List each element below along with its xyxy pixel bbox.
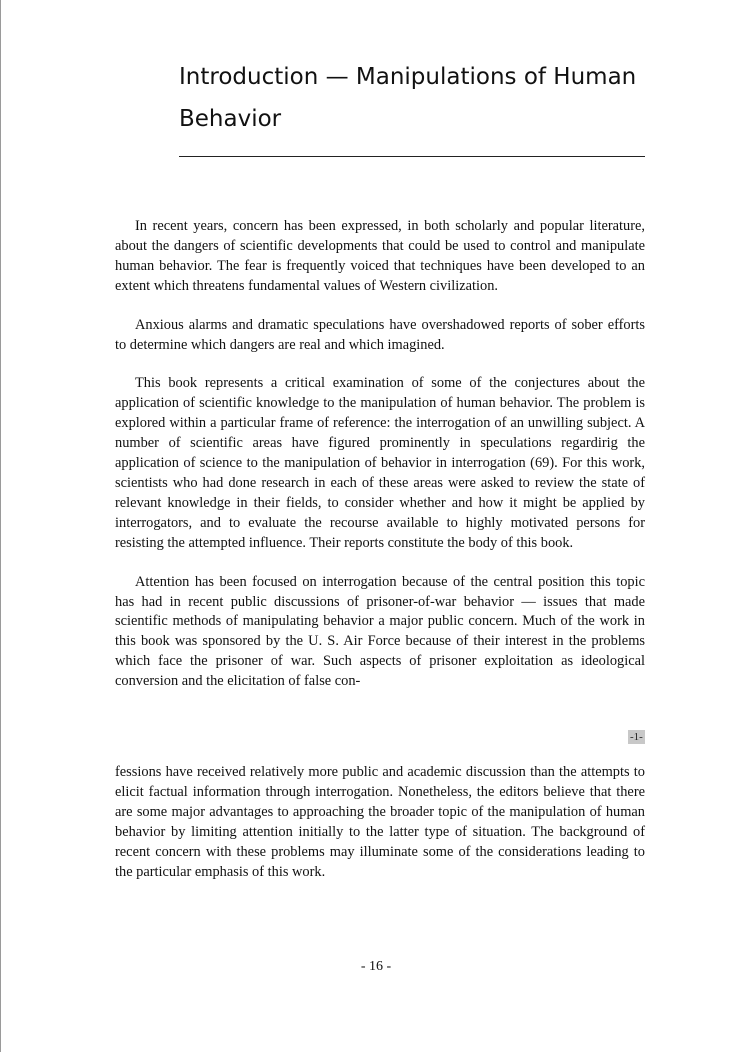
paragraph-2: Anxious alarms and dramatic speculations have overshadowed reports of sober efforts to determine which dangers are real and which imagined.	[115, 316, 645, 353]
original-page-marker: -1-	[630, 731, 643, 743]
body-text-block-1	[115, 217, 645, 711]
chapter-title	[179, 56, 649, 140]
paragraph-3: This book represents a critical examination of some of the conjectures about the application of scientific knowledge to the manipulation of human behavior. The problem is explored within a particular frame of reference: the interrogation of an unwilling subject. A number of scientific areas have figured prominently in speculations regardirig the application of science to the manipulation of behavior in interrogation (69). For this work, scientists who had done research in each of these areas were asked to review the state of relevant knowledge in their fields, to consider whether and how it might be applied by interrogators, and to evaluate the recourse available to highly motivated persons for resisting the attempted influence. Their reports constitute the body of this book.	[115, 375, 645, 551]
chapter-title-line-2: Behavior	[179, 106, 282, 132]
paragraph-1: In recent years, concern has been expressed, in both scholarly and popular literature, about the dangers of scientific developments that could be used to control and manipulate human behavior. The fear is frequently voiced that techniques have been developed to an extent which threatens fundamental values of Western civilization.	[115, 218, 645, 294]
title-divider	[179, 156, 645, 157]
body-text-block-2	[115, 763, 645, 901]
paragraph-5: fessions have received relatively more public and academic discussion than the attempts to elicit factual information through interrogation. Nonetheless, the editors believe that there are some major advantages to approaching the broader topic of the manipulation of human behavior by limiting attention initially to the latter type of situation. The background of recent concern with these problems may illuminate some of the considerations leading to the particular emphasis of this work.	[115, 764, 645, 880]
chapter-title-line-1: Introduction — Manipulations of Human	[179, 64, 637, 90]
page-number: - 16 -	[360, 959, 392, 974]
paragraph-4: Attention has been focused on interrogation because of the central position this topic has had in recent public discussions of prisoner-of-war behavior — issues that made scientific methods of manipulating behavior a major public concern. Much of the work in this book was sponsored by the U. S. Air Force because of their interest in the problems which face the prisoner of war. Such aspects of prisoner exploitation as ideological conversion and the elicitation of false con-	[115, 573, 645, 690]
